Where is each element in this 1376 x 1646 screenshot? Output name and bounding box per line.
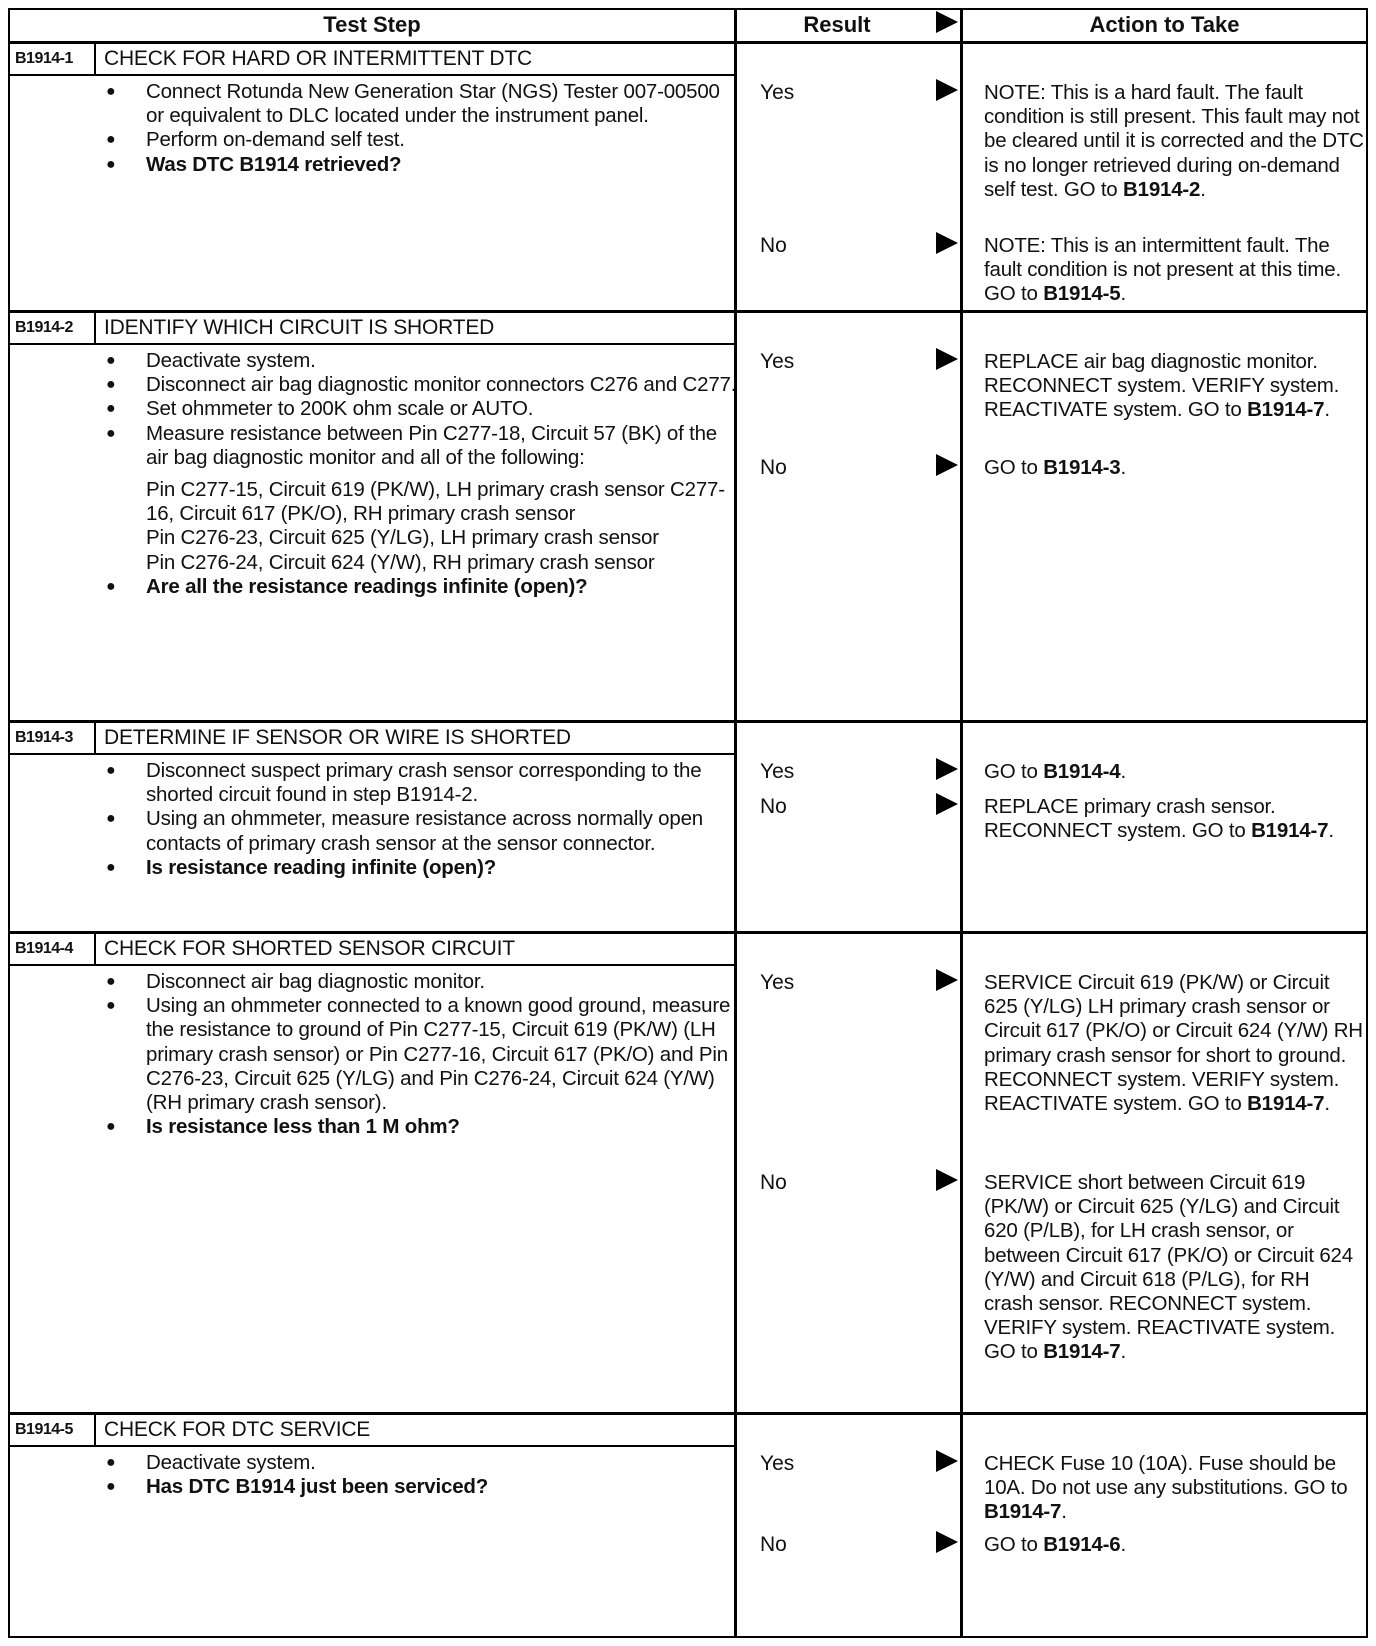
action-text [984, 456, 1364, 480]
action-text-tail: . [1120, 1533, 1126, 1556]
step-question: ● Has DTC B1914 just been serviced? [98, 1475, 738, 1499]
step-title: IDENTIFY WHICH CIRCUIT IS SHORTED [104, 316, 495, 339]
action-text-body: GO to [984, 1533, 1044, 1556]
arrow-icon [936, 1531, 958, 1553]
arrow-icon [936, 348, 958, 370]
title-underline [8, 964, 735, 966]
step-reference-link[interactable]: B1914-3 [1043, 456, 1121, 479]
action-text [984, 81, 1364, 202]
action-text [984, 1533, 1364, 1557]
step-instructions [98, 349, 738, 599]
step-title: CHECK FOR DTC SERVICE [104, 1418, 371, 1441]
action-text [984, 1171, 1364, 1365]
action-text-tail: . [1200, 177, 1206, 201]
step-question: ● Are all the resistance readings infinite (open)? [98, 575, 738, 599]
step-reference-link[interactable]: B1914-5 [1043, 282, 1121, 306]
title-underline [8, 74, 735, 76]
action-text [984, 760, 1364, 784]
list-item: Pin C276-24, Circuit 624 (Y/W), RH primary crash sensor [146, 550, 655, 574]
action-text-tail: . [1120, 760, 1126, 783]
step-reference-link[interactable]: B1914-7 [1043, 1340, 1121, 1364]
action-text-body: REPLACE primary crash sensor. RECONNECT system. GO to [984, 795, 1276, 843]
step-question: ● Is resistance less than 1 M ohm? [98, 1115, 738, 1139]
step-code: B1914-4 [15, 940, 73, 957]
list-item: ● Connect Rotunda New Generation Star (NGS) Tester 007-00500 or equivalent to DLC located under the instrument panel. [98, 80, 738, 128]
list-item: ● Disconnect suspect primary crash sensor corresponding to the shorted circuit found in step B1914-2. [98, 759, 738, 807]
step-reference-link[interactable]: B1914-7 [1247, 1092, 1325, 1116]
result-label-no: No [760, 1171, 787, 1194]
list-item: ● Disconnect air bag diagnostic monitor connectors C276 and C277. [98, 373, 738, 397]
header-result: Result [803, 12, 871, 37]
list-item: ● Deactivate system. [98, 349, 738, 373]
action-text-body: NOTE: This is an intermittent fault. The fault condition is not present at this time. GO to [984, 234, 1341, 306]
action-text-tail: . [1120, 456, 1126, 479]
step-title: DETERMINE IF SENSOR OR WIRE IS SHORTED [104, 726, 571, 749]
list-item: ● Deactivate system. [98, 1451, 738, 1475]
step-reference-link[interactable]: B1914-7 [984, 1500, 1062, 1524]
step-reference-link[interactable]: B1914-6 [1043, 1533, 1121, 1556]
action-text-body: NOTE: This is a hard fault. The fault condition is still present. This fault may not be cleared until it is corrected and the DTC is no longer retrieved during on-demand self test. GO to [984, 81, 1364, 201]
action-text-body: CHECK Fuse 10 (10A). Fuse should be 10A. Do not use any substitutions. GO to [984, 1452, 1348, 1500]
step-question: ● Was DTC B1914 retrieved? [98, 153, 738, 177]
step-instructions [98, 1451, 738, 1499]
action-text [984, 971, 1364, 1116]
step-reference-link[interactable]: B1914-7 [1247, 398, 1325, 422]
result-label-yes: Yes [760, 1452, 795, 1475]
result-label-yes: Yes [760, 81, 795, 104]
action-text-tail: . [1120, 1340, 1126, 1364]
arrow-icon [936, 1450, 958, 1472]
action-text-tail: . [1120, 282, 1126, 306]
arrow-icon [936, 758, 958, 780]
title-underline [8, 343, 735, 345]
title-underline [8, 753, 735, 755]
result-label-no: No [760, 456, 787, 479]
list-item: Pin C276-23, Circuit 625 (Y/LG), LH primary crash sensor [146, 526, 659, 550]
step-reference-link[interactable]: B1914-7 [1251, 819, 1329, 843]
result-label-no: No [760, 795, 787, 818]
list-item: Pin C277-15, Circuit 619 (PK/W), LH primary crash sensor C277-16, Circuit 617 (PK/O), RH primary crash sensor [146, 478, 725, 526]
step-reference-link[interactable]: B1914-4 [1043, 760, 1121, 783]
result-label-yes: Yes [760, 350, 795, 373]
title-underline [8, 1445, 735, 1447]
list-item: ● Using an ohmmeter connected to a known good ground, measure the resistance to ground of Pin C277-15, Circuit 619 (PK/W) (LH primary crash sensor) or Pin C277-16, Circuit 617 (PK/O) and Pin C276-23, Circuit 625 (Y/LG) and Pin C276-24, Circuit 624 (Y/W) (RH primary crash sensor). [98, 994, 738, 1115]
step-reference-link[interactable]: B1914-2 [1123, 177, 1201, 201]
action-text-tail: . [1324, 398, 1330, 422]
step-code: B1914-5 [15, 1421, 73, 1438]
action-text-body: GO to [984, 760, 1044, 783]
step-code: B1914-2 [15, 319, 73, 336]
arrow-icon [936, 793, 958, 815]
list-item: ● Disconnect air bag diagnostic monitor. [98, 970, 738, 994]
step-code: B1914-1 [15, 50, 73, 67]
step-question: ● Is resistance reading infinite (open)? [98, 856, 738, 880]
list-item: ● Set ohmmeter to 200K ohm scale or AUTO. [98, 397, 738, 421]
step-instructions [98, 759, 738, 880]
step-instructions [98, 80, 738, 177]
action-text-body: GO to [984, 456, 1044, 479]
action-text-tail: . [1061, 1500, 1067, 1524]
result-label-no: No [760, 1533, 787, 1556]
table-right-border [1366, 8, 1368, 1638]
action-text-body: SERVICE Circuit 619 (PK/W) or Circuit 625 (Y/LG) LH primary crash sensor or Circuit 617 (PK/O) or Circuit 624 (Y/W) RH primary crash sensor for short to ground. RECONNECT system. VERIFY system. REACTIVATE system. GO to [984, 971, 1363, 1116]
step-title: CHECK FOR SHORTED SENSOR CIRCUIT [104, 937, 515, 960]
arrow-icon [936, 454, 958, 476]
header-test-step: Test Step [323, 12, 421, 37]
action-text-tail: . [1328, 819, 1334, 843]
action-text-body: SERVICE short between Circuit 619 (PK/W) or Circuit 625 (Y/LG) and Circuit 620 (P/LB), for LH crash sensor, or between Circuit 617 (PK/O) or Circuit 624 (Y/W) and Circuit 618 (P/LG), for RH crash sensor. RECONNECT system. VERIFY system. REACTIVATE system. GO to [984, 1171, 1353, 1364]
header-arrow-icon [936, 11, 958, 33]
arrow-icon [936, 1169, 958, 1191]
table-bottom-border [8, 1636, 1368, 1638]
diagnostic-table [8, 8, 1368, 1638]
header-action: Action to Take [1089, 12, 1240, 37]
table-left-border [8, 8, 10, 1638]
list-item: ● Perform on-demand self test. [98, 128, 738, 152]
result-label-yes: Yes [760, 760, 795, 783]
list-item: ● Using an ohmmeter, measure resistance across normally open contacts of primary crash sensor at the sensor connector. [98, 807, 738, 855]
action-text-tail: . [1324, 1092, 1330, 1116]
arrow-icon [936, 969, 958, 991]
action-text [984, 234, 1364, 307]
result-label-yes: Yes [760, 971, 795, 994]
action-text [984, 1452, 1364, 1525]
action-text [984, 350, 1364, 423]
arrow-icon [936, 232, 958, 254]
step-title: CHECK FOR HARD OR INTERMITTENT DTC [104, 47, 532, 70]
action-text-body: REPLACE air bag diagnostic monitor. RECONNECT system. VERIFY system. REACTIVATE system. GO to [984, 350, 1340, 422]
list-item: ● Measure resistance between Pin C277-18, Circuit 57 (BK) of the air bag diagnostic monitor and all of the following: [98, 422, 738, 470]
arrow-icon [936, 79, 958, 101]
column-divider-action [960, 8, 963, 1638]
step-instructions [98, 970, 738, 1139]
step-code: B1914-3 [15, 729, 73, 746]
action-text [984, 795, 1364, 843]
result-label-no: No [760, 234, 787, 257]
